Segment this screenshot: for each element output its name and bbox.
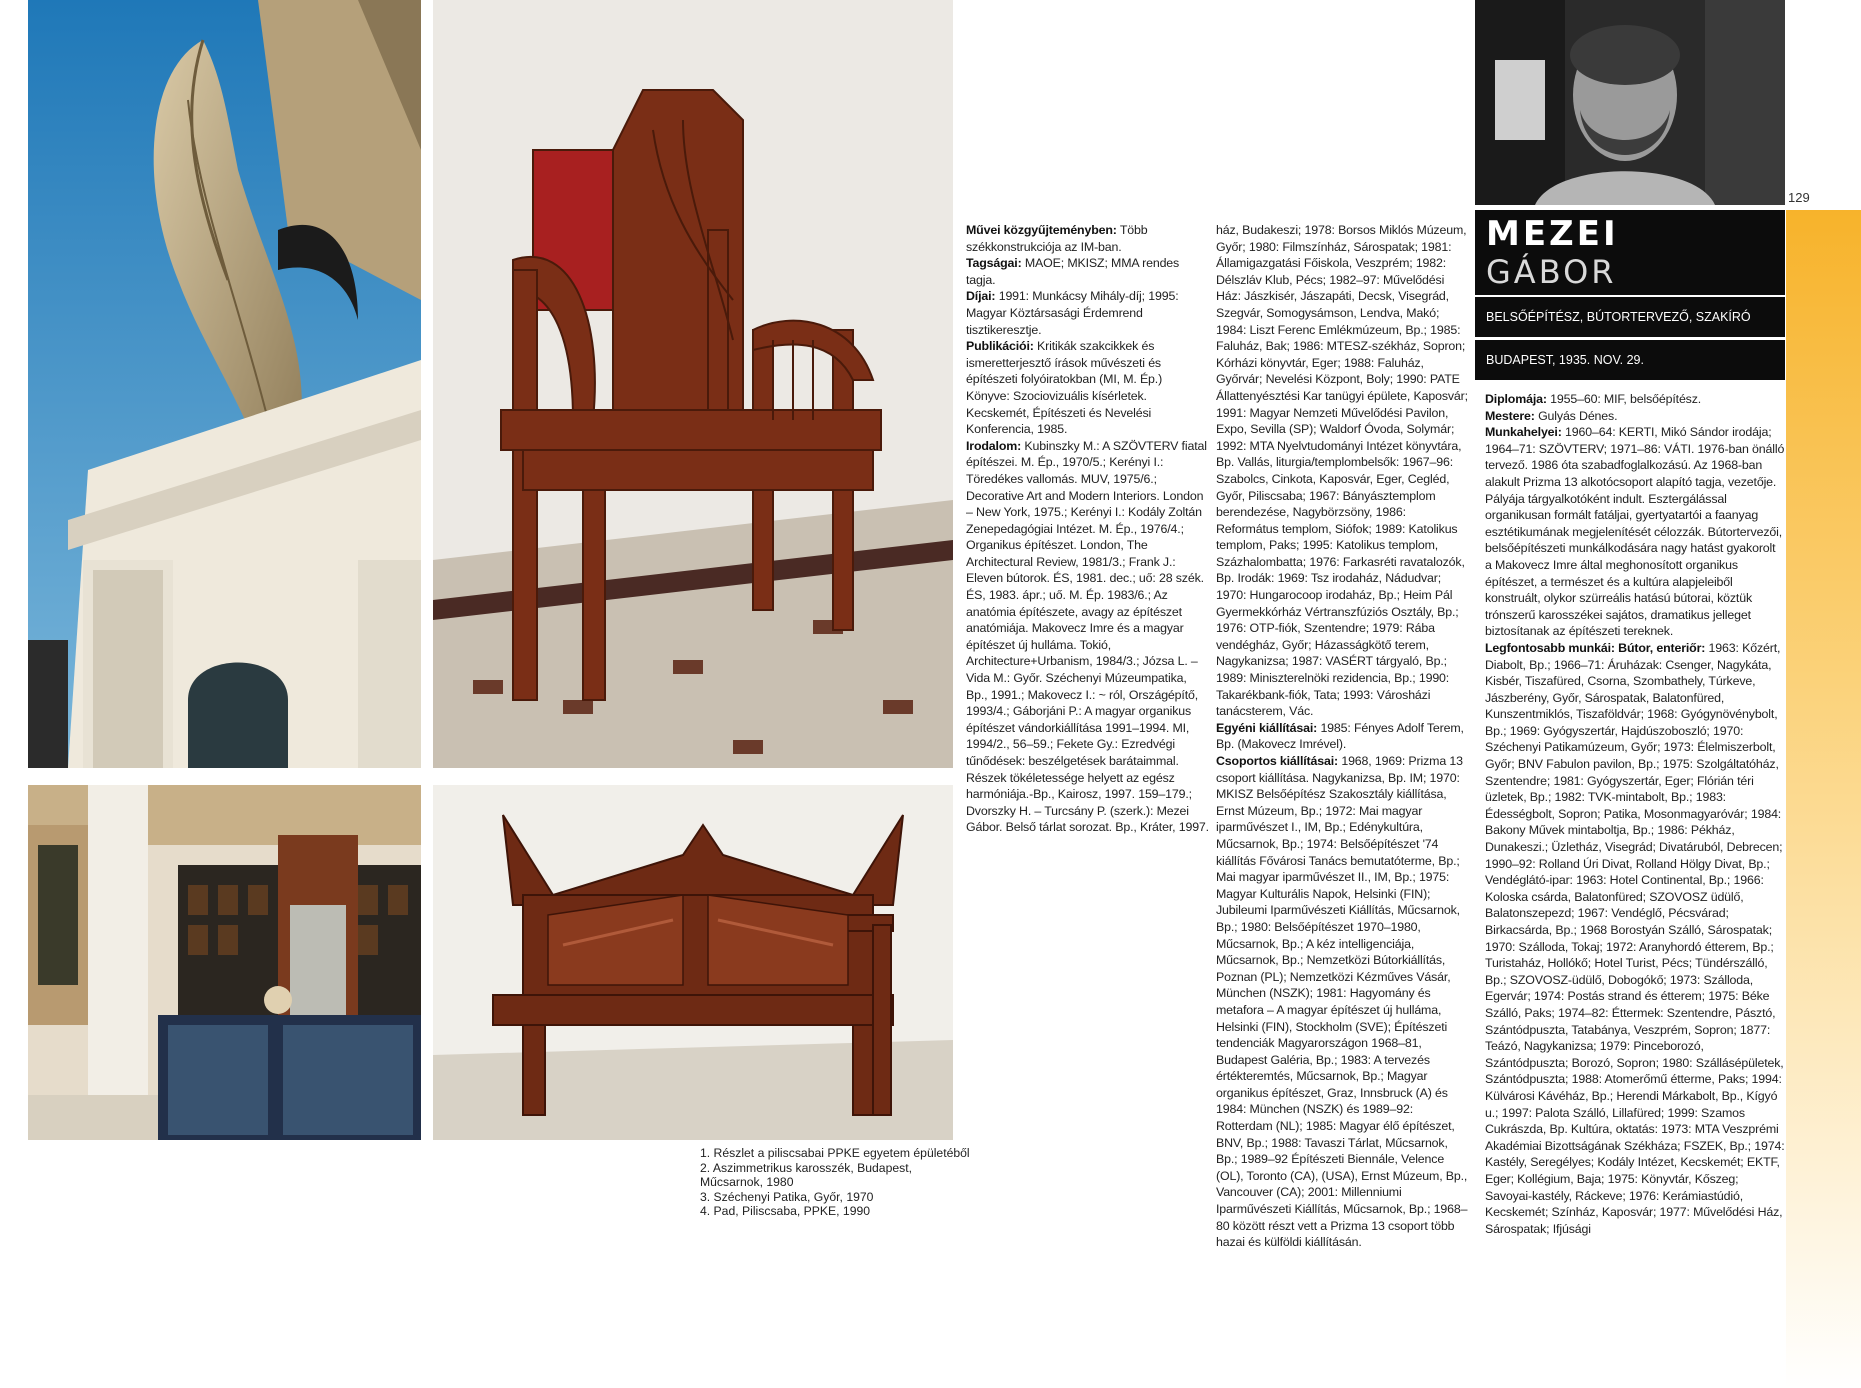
entry-publications: Publikációi: Kritikák szakcikkek és ismeretterjesztő írások művészeti és építészeti folyóiratokban (MI, M. Ép.) Könyve: Szociovizuális kísérletek. Kecskemét, Építészeti és Nevelési Konferencia, 1985. <box>966 339 1163 437</box>
entry-group-exhibitions: Csoportos kiállításai: 1968, 1969: Prizma 13 csoport kiállítása. Nagykanizsa, Bp. IM; 1970: MKISZ Belsőépítész Szakosztály kiállítása, Ernst Múzeum, Bp.; 1972: Mai magyar iparművészet I., IM, Bp.; Edénykultúra, Műcsarnok, Bp.; 1974: Belsőépítészet '74 kiállítás Fővárosi Tanács bemutatóterme, Bp.; Mai magyar iparművészet II., IM, Bp.; 1975: Magyar Kulturális Napok, Helsinki (FIN); Jubileumi Iparművészeti Kiállítás, Műcsarnok, Bp.; 1980: Belsőépítészet 1970–1980, Műcsarnok, Bp.; A kéz intelligenciája, Műcsarnok, Bp.; Nemzetközi Bútorkiállítás, Poznan (PL); Nemzetközi Kézműves Vásár, München (NSZK); 1981: Hagyomány és metafora – A magyar építészet új hulláma, Helsinki (FIN), Stockholm (SVE); Építészeti tendenciák Magyarországon 1968–81, Budapest Galéria, Bp.; 1983: A tervezés értékteremtés, Műcsarnok, Bp.; Magyar organikus építészet, Graz, Innsbruck (A) és 1984: München (NSZK) és 1989–92: Rotterdam (NL); 1985: Magyar élő építészet, BNV, Bp.; 1988: Tavaszi Tárlat, Műcsarnok, Bp.; 1989–92 Építészeti Biennále, Velence (OL), Toronto (CA), (USA), Ernst Múzeum, Bp., Vancouver (CA); 2001: Millenniumi Iparművészeti Kiállítás, Műcsarnok, Bp.; 1968–80 között részt vett a Prizma 13 csoport több hazai és külföldi kiállításán. <box>1216 754 1468 1250</box>
entry-career: Pályája tárgyalkotóként indult. Esztergálással organikusan formált fatáljai, gyertyatartói a faanyag esztétikumának megjelenítését célozzák. Bútortervezői, belsőépítészeti munkálkodására nagy hatást gyakorolt a Makovecz Imre által meghonosított organikus építészet, a természet és a kultúra alapjeleiből konstruált, olykor szürreális hatású bútorai, köztük trónszerű karosszékei sajátos, dramatikus jelleget biztosítanak az építészeti tereknek. <box>1485 491 1782 639</box>
caption-2: 2. Aszimmetrikus karosszék, Budapest, <box>700 1160 913 1175</box>
entry-solo-exhibitions: Egyéni kiállításai: 1985: Fényes Adolf Terem, Bp. (Makovecz Imrével). <box>1216 720 1464 752</box>
entry-diploma: Diplomája: 1955–60: MIF, belsőépítész. <box>1485 392 1702 406</box>
entry-collections: Művei közgyűjteményben: Több székkonstrukciója az IM-ban. <box>966 223 1148 254</box>
entry-master: Mestere: Gulyás Dénes. <box>1485 408 1618 423</box>
portrait-photo <box>1475 0 1785 205</box>
text-column-3 <box>1485 391 1785 1237</box>
photo-bench-ppke <box>433 785 953 1140</box>
entry-workplaces: Munkahelyei: 1960–64: KERTI, Mikó Sándor irodája; 1964–71: SZÖVTERV; 1971–86: VÁTI. 1976-ban önálló tervező. 1986 óta szabadfoglalkozású. Az 1968-ban alakult Prizma 13 alkotócsoport alapító tagja, vezetője. <box>1485 425 1785 489</box>
last-name: MEZEI <box>1486 214 1619 254</box>
caption-2-cont: Műcsarnok, 1980 <box>700 1175 794 1190</box>
first-name: GÁBOR <box>1486 253 1617 291</box>
caption-1: 1. Részlet a piliscsabai PPKE egyetem épületéből <box>700 1146 970 1160</box>
text-column-1 <box>966 222 1209 836</box>
photo-ppke-facade-wings <box>28 0 421 768</box>
birth-text: BUDAPEST, 1935. NOV. 29. <box>1486 353 1644 367</box>
entry-works-continued: ház, Budakeszi; 1978: Borsos Miklós Múzeum, Győr; 1980: Filmszínház, Sárospatak; 1981: Államigazgatási Főiskola, Veszprém; 1982: Délszláv Klub, Pécs; 1982–97: Művelődési Ház: Jászkisér, Jászapáti, Decsk, Visegrád, Szegvár, Somogysámson, Lendva, Makó; 1984: Liszt Ferenc Emlékmúzeum, Bp.; 1985: Faluház, Bak; 1986: MTESZ-székház, Sopron; Kórházi könyvtár, Eger; 1988: Faluház, Győrvár; Nevelési Központ, Boly; 1990: PATE Állattenyésztési Kar tanügyi épülete, Kaposvár; 1991: Magyar Nemzeti Művelődési Pavilon, Expo, Sevilla (SP); Waldorf Óvoda, Solymár; 1992: MTA Nyelvtudományi Intézet könyvtára, Bp. Vallás, liturgia/templombelsők: 1967–96: Szabolcs, Cinkota, Kaposvár, Eger, Cegléd, Győr, Piliscsaba; 1967: Bányásztemplom berendezése, Nagybörzsöny, 1986: Református templom, Siófok; 1989: Katolikus templom, Paks; 1995: Katolikus templom, Százhalombatta; 1976: Farkasréti ravatalozók, Bp. Irodák: 1969: Tsz irodaház, Nádudvar; 1970: Hungarocoop irodaház, Bp.; Heim Pál Gyermekkórház Vértranszfúziós Osztály, Bp.; 1976: OTP-fiók, Szentendre; 1979: Rába vendégház, Győr; Házasságkötő terem, Nagykanizsa; 1987: VASÉRT tárgyaló, Bp.; 1989: Miniszterelnöki rezidencia, Bp.; 1990: Takarékbank-fiók, Tata; 1993: Városházi tanácsterem, Vác. <box>1216 223 1468 719</box>
photo-captions <box>700 1146 970 1219</box>
photo-asymmetric-armchair <box>433 0 953 768</box>
role-text: BELSŐÉPÍTÉSZ, BÚTORTERVEZŐ, SZAKÍRÓ <box>1486 310 1751 324</box>
caption-4: 4. Pad, Piliscsaba, PPKE, 1990 <box>700 1204 871 1219</box>
page-number: 129 <box>1788 190 1810 205</box>
text-column-2 <box>1216 222 1468 1251</box>
entry-main-works: Legfontosabb munkái: Bútor, enteriőr: 1963: Kőzért, Diabolt, Bp.; 1966–71: Áruházak: Csenger, Nagykáta, Kisbér, Tiszafüred, Csorna, Szombathely, Túrkeve, Jászberény, Győr, Sárospatak, Balatonfüred, Kunszentmiklós, Tiszaföldvár; 1968: Gyógynövénybolt, Bp.; 1969: Gyógyszertár, Hajdúszoboszló; 1970: Széchenyi Patikamúzeum, Győr; 1973: Élelmiszerbolt, Győr; BNV Fabulon pavilon, Bp.; 1975: Szolgáltatóház, Szentendre; 1981: Gyógyszertár, Eger; Flórián téri üzletek, Bp.; 1982: TVK-mintabolt, Bp.; 1983: Édességbolt, Sopron; Patika, Mosonmagyaróvár; 1984: Bakony Művek mintaboltja, Bp.; 1986: Pékház, Dunakeszi.; Üzletház, Visegrád; Divatáruból, Debrecen; 1990–92: Rolland Úri Divat, Rolland Hölgy Divat, Bp.; Vendéglátó-ipar: 1963: Hotel Continental, Bp.; 1966: Koloska csárda, Balatonfüred; SZOVOSZ üdülő, Balatonszepezd; 1967: Vendéglő, Pécsvárad; Birkacsárda, Bp.; 1968 Borostyán Szálló, Sárospatak; 1970: Szálloda, Tokaj; 1972: Aranyhordó étterem, Bp.; Turistaház, Hollókő; Hotel Turist, Pécs; Tündérszálló, Bp.; SZOVOSZ-üdülő, Dobogókő; 1973: Szálloda, Egervár; 1974: Postás strand és étterem; 1975: Béke Szálló, Paks; 1974–82: Éttermek: Szentendre, Pásztó, Szántódpuszta, Tatabánya, Veszprém, Sopron; 1877: Teázó, Nagykanizsa; 1979: Pinceborozó, Szántódpuszta; Borozó, Sopron; 1980: Szállásépületek, Szántódpuszta; 1988: Atomerőmű étterme, Paks; 1994: Külvárosi Kávéház, Bp.; Herendi Márkabolt, Bp., Kígyó u.; 1997: Palota Szálló, Lillafüred; 1999: Szamos Cukrászda, Bp. Kultúra, oktatás: 1973: MTA Veszprémi Akadémiai Bizottságának Székháza; FSZEK, Bp.; 1974: Kastély, Seregélyes; Kodály Intézet, Kecskemét; EKTF, Eger; Kollégium, Baja; 1975: Könyvtár, Kőszeg; Savoyai-kastély, Ráckeve; 1976: Kerámiastúdió, Kecskemét; Színház, Kaposvár; 1977: Művelődési Ház, Sárospatak; Ifjúsági <box>1485 640 1785 1236</box>
accent-bar <box>1786 210 1861 1388</box>
photo-szechenyi-pharmacy <box>28 785 421 1140</box>
entry-memberships: Tagságai: MAOE; MKISZ; MMA rendes tagja. <box>966 256 1180 287</box>
entry-awards: Díjai: 1991: Munkácsy Mihály-díj; 1995: Magyar Köztársasági Érdemrend tisztikeresztje. <box>966 289 1179 337</box>
entry-literature: Irodalom: Kubinszky M.: A SZÖVTERV fiatal építészei. M. Ép., 1970/5.; Kerényi I.: Töredékes vallomás. MUV, 1975/6.; Decorative Art and Modern Interiors. London – New York, 1975.; Kerényi I.: Kodály Zoltán Zenepedagógiai Intézet. M. Ép., 1976/4.; Organikus építészet. London, The Architectural Review, 1981/3.; Frank J.: Eleven bútorok. ÉS, 1981. dec.; uő: 28 szék. ÉS, 1983. ápr.; uő. M. Ép. 1983/6.; Az anatómia építészete, avagy az építészet anatómiája. Makovecz Imre és a magyar építészet új hulláma. Tokió, Architecture+Urbanism, 1984/3.; Józsa L. – Vida M.: Győr. Széchenyi Múzeumpatika, Bp., 1991.; Makovecz I.: ~ ról, Országépítő, 1993/4.; Gáborjáni P.: A magyar organikus építészet vándorkiállítása 1991–1994. MI, 1994/2., 56–59.; Fekete Gy.: Ezredvégi tűnődések: beszélgetések barátaimmal. Részek tökéletessége helyett az egész harmóniája.-Bp., Kairosz, 1997. 159–179.; Dvorszky H. – Turcsány P. (szerk.): Mezei Gábor. Belső tárlat sorozat. Bp., Kráter, 1997. <box>966 438 1209 835</box>
caption-3: 3. Széchenyi Patika, Győr, 1970 <box>700 1189 874 1204</box>
